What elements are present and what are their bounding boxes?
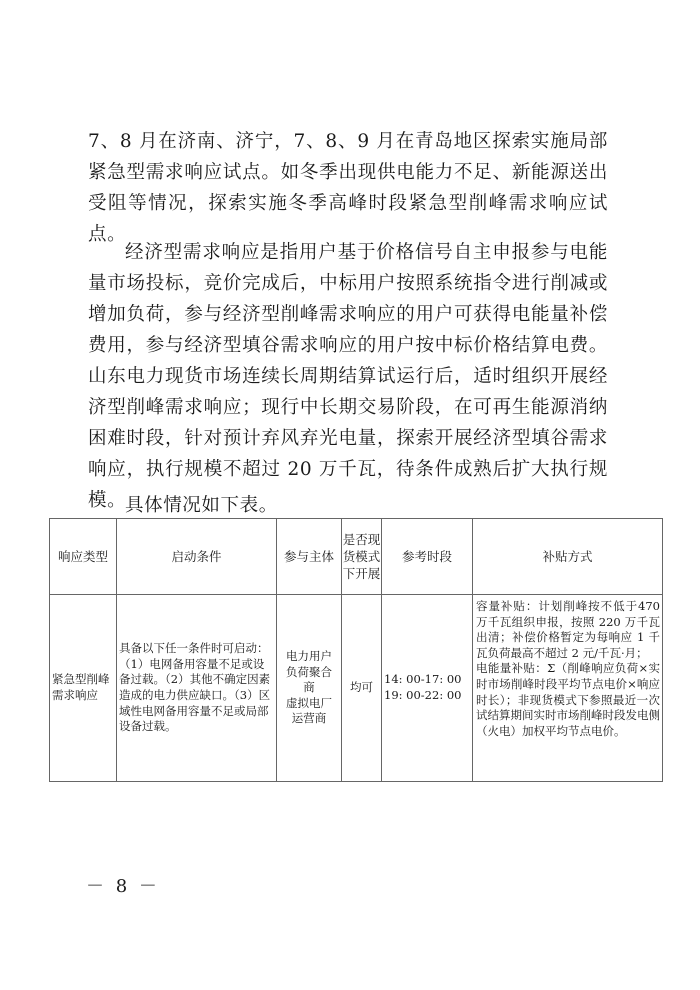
cell-participants [277,595,342,782]
table-header-row [50,519,663,595]
header-reference-period: 参考时段 [382,519,473,595]
paragraph-table-intro: 具体情况如下表。 [125,495,278,516]
cell-trigger-condition [117,595,277,782]
header-spot-mode: 是否现货模式下开展 [342,519,382,595]
cell-trigger-condition-text: 具备以下任一条件时可启动：（1）电网备用容量不足或设备过载。（2）其他不确定因素造成的电力供应缺口。（3）区域性电网备用容量不足或局部设备过载。 [119,641,271,734]
header-trigger-condition: 启动条件 [117,519,277,595]
header-subsidy-method: 补贴方式 [473,519,663,595]
cell-subsidy-method-text: 容量补贴：计划削峰按不低于470 万千瓦组织申报，按照 220 万千瓦出清；补偿价格暂定为每响应 1 千瓦负荷最高不超过 2 元/千瓦·月； 电能量补贴：Σ（削峰响应负荷×实时市场削峰时段平均节点电价×响应时长）；非现货模式下参照最近一次试结算期间实时市场削峰时段发电侧（火电）加权平均节点电价。 [476,599,660,738]
cell-spot-mode [342,595,382,782]
table-row [50,595,663,782]
cell-reference-period-text: 14: 00-17: 00 19: 00-22: 00 [384,672,462,702]
cell-participants-text: 电力用户 负荷聚合 商 虚拟电厂 运营商 [286,649,332,726]
cell-response-type [50,595,117,782]
header-participants: 参与主体 [277,519,342,595]
cell-spot-mode-text: 均可 [350,680,373,695]
cell-subsidy-method [473,595,663,782]
demand-response-table [49,518,663,782]
page-number: － 8 － [86,876,160,897]
header-response-type: 响应类型 [50,519,117,595]
cell-reference-period [382,595,473,782]
paragraph-economic-response: 经济型需求响应是指用户基于价格信号自主申报参与电能量市场投标，竞价完成后，中标用户按照系统指令进行削减或增加负荷，参与经济型削峰需求响应的用户可获得电能量补偿费用，参与经济型填谷需求响应的用户按中标价格结算电费。山东电力现货市场连续长周期结算试运行后，适时组织开展经济型削峰需求响应；现行中长期交易阶段，在可再生能源消纳困难时段，针对预计弃风弃光电量，探索开展经济型填谷需求响应，执行规模不超过 20 万千瓦，待条件成熟后扩大执行规模。 [88,242,608,511]
paragraph-pilot-regions: 7、8 月在济南、济宁，7、8、9 月在青岛地区探索实施局部紧急型需求响应试点。如冬季出现供电能力不足、新能源送出受阻等情况，探索实施冬季高峰时段紧急型削峰需求响应试点。 [88,131,608,245]
cell-response-type-text: 紧急型削峰需求响应 [52,672,110,702]
